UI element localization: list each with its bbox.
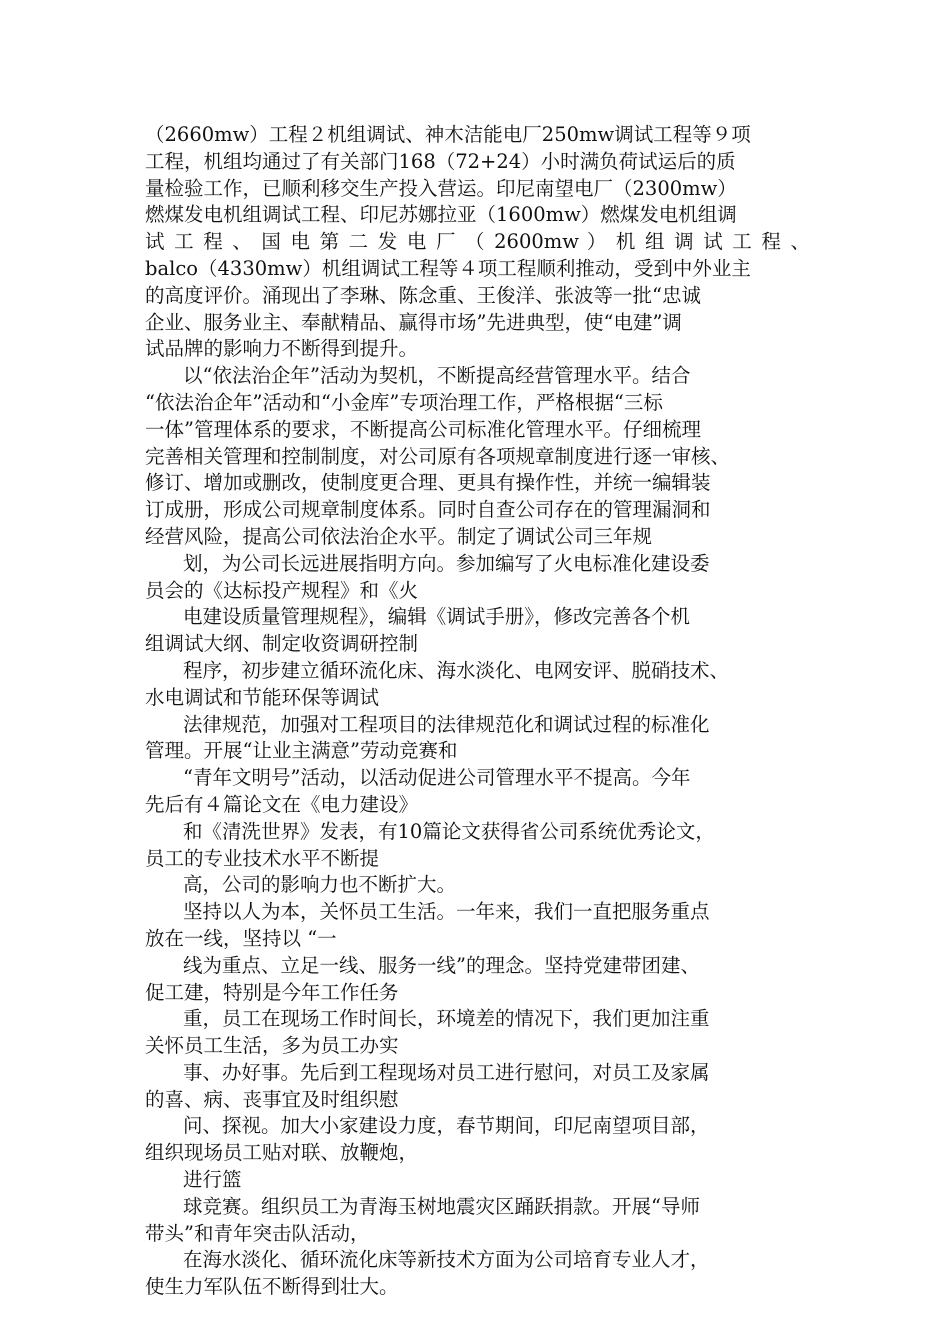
text-line: 重，员工在现场工作时间长，环境差的情况下，我们更加注重 [183,1007,710,1031]
text-line: “青年文明号”活动，以活动促进公司管理水平不提高。今年 [183,766,691,790]
text-line: 经营风险，提高公司依法治企水平。制定了调试公司三年规 [145,524,653,548]
text-line: 问、探视。加大小家建设力度，春节期间，印尼南望项目部， [183,1114,710,1138]
text-line: 法律规范，加强对工程项目的法律规范化和调试过程的标准化 [183,712,710,736]
text-line: 先后有４篇论文在《电力建设》 [145,792,419,816]
text-line: 进行篮 [183,1168,242,1192]
text-line: 在海水淡化、循环流化床等新技术方面为公司培育专业人才， [183,1248,710,1272]
text-line: 的喜、病、丧事宜及时组织慰 [145,1087,399,1111]
text-line: 水电调试和节能环保等调试 [145,685,380,709]
text-line: 和《清洗世界》发表，有10篇论文获得省公司系统优秀论文， [183,819,715,843]
text-line: 球竞赛。组织员工为青海玉树地震灾区踊跃捐款。开展“导师 [183,1194,700,1218]
text-line: 关怀员工生活，多为员工办实 [145,1034,399,1058]
text-line: 坚持以人为本，关怀员工生活。一年来，我们一直把服务重点 [183,900,710,924]
text-line: 使生力军队伍不断得到壮大。 [145,1275,399,1299]
text-line: （2660mw）工程２机组调试、神木洁能电厂250mw调试工程等９项 [145,123,751,146]
text-line: 的高度评价。涌现出了李琳、陈念重、王俊洋、张波等一批“忠诚 [145,283,701,307]
text-line: “依法治企年”活动和“小金库”专项治理工作，严格根据“三标 [145,390,663,414]
text-line: 企业、服务业主、奉献精品、赢得市场”先进典型，使“电建”调 [145,310,682,334]
text-line: 工程，机组均通过了有关部门168（72+24）小时满负荷试运后的质 [145,149,736,173]
text-line: 程序，初步建立循环流化床、海水淡化、电网安评、脱硝技术、 [183,658,730,682]
text-line: 线为重点、立足一线、服务一线”的理念。坚持党建带团建、 [183,953,700,977]
text-line: balco（4330mw）机组调试工程等４项工程顺利推动，受到中外业主 [145,256,751,280]
text-line: 组调试大纲、制定收资调研控制 [145,632,419,656]
text-line: 燃煤发电机组调试工程、印尼苏娜拉亚（1600mw）燃煤发电机组调 [145,203,737,227]
text-line: 员工的专业技术水平不断提 [145,846,380,870]
text-line: 放在一线，坚持以 “一 [145,926,337,950]
text-line: 修订、增加或删改，使制度更合理、更具有操作性，并统一编辑装 [145,471,711,495]
text-line: 量检验工作，已顺利移交生产投入营运。印尼南望电厂（2300mw） [145,176,737,200]
text-line: 以“依法治企年”活动为契机，不断提高经营管理水平。结合 [183,364,691,388]
text-line: 划，为公司长远进展指明方向。参加编写了火电标准化建设委 [183,551,710,575]
text-line: 带头”和青年突击队活动， [145,1221,370,1245]
text-line: 管理。开展“让业主满意”劳动竞赛和 [145,739,458,763]
text-line: 组织现场员工贴对联、放鞭炮， [145,1141,419,1165]
text-line: 员会的《达标投产规程》和《火 [145,578,419,602]
text-line: 电建设质量管理规程》，编辑《调试手册》，修改完善各个机 [183,605,691,629]
text-line: 订成册，形成公司规章制度体系。同时自查公司存在的管理漏洞和 [145,498,711,522]
text-line: 事、办好事。先后到工程现场对员工进行慰问，对员工及家属 [183,1060,710,1084]
text-line: 一体”管理体系的要求，不断提高公司标准化管理水平。仔细梳理 [145,417,701,441]
text-line: 高，公司的影响力也不断扩大。 [183,873,457,897]
text-line: 完善相关管理和控制制度，对公司原有各项规章制度进行逐一审核、 [145,444,731,468]
text-line: 促工建，特别是今年工作任务 [145,980,399,1004]
text-line: 试品牌的影响力不断得到提升。 [145,337,419,361]
document-body [145,122,810,1301]
text-line: 试 工 程 、 国 电 第 二 发 电 厂 （ 2600mw ） 机 组 调 试 工 程 、 [145,230,810,254]
